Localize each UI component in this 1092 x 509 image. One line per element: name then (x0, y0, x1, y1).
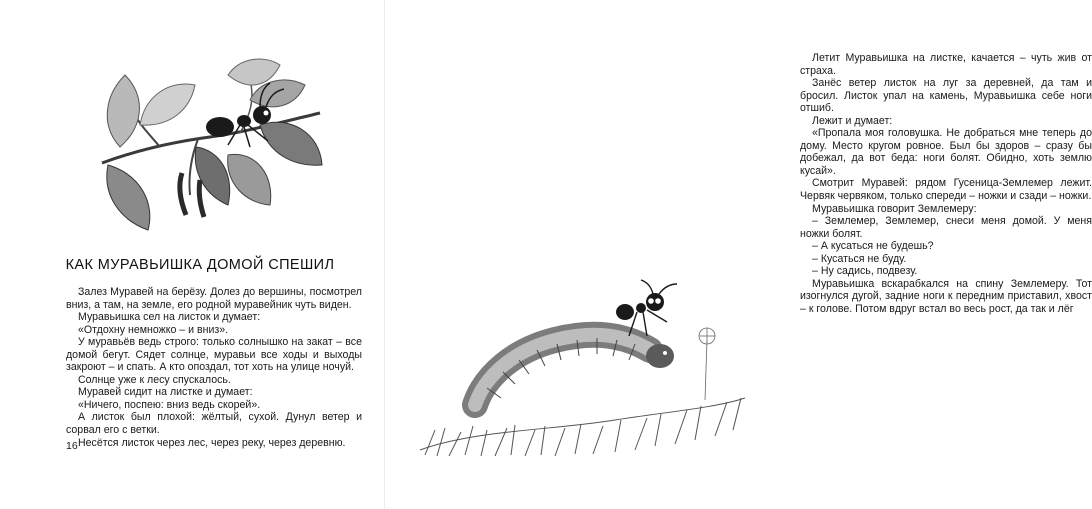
paragraph: «Пропала моя головушка. Не добраться мне теперь до дому. Место кругом ровное. Был бы здоров – сразу бы добежал, да вот беда: ноги болят. Обидно, хоть землю кусай». (800, 127, 1092, 177)
ant-on-birch-branch-illustration (100, 55, 330, 240)
left-page-text (66, 286, 362, 449)
right-page (385, 0, 1092, 509)
paragraph: – А кусаться не будешь? (812, 240, 934, 253)
paragraph: – Землемер, Землемер, снеси меня домой. У меня ножки болят. (800, 215, 1092, 240)
paragraph: Муравьишка вскарабкался на спину Землемеру. Тот изогнулся дугой, задние ноги к передним приставил, хвост – к голове. Потом вдруг встал во весь рост, да так и лёг (800, 277, 1092, 315)
paragraph: Залез Муравей на берёзу. Долез до вершины, посмотрел вниз, а там, на земле, его родной муравейник чуть виден. (66, 286, 362, 311)
right-page-text (800, 52, 1092, 315)
paragraph: У муравьёв ведь строго: только солнышко на закат – все домой бегут. Сядет солнце, муравьи все ходы и выходы закроют – и спать. А кто опоздал, тот хоть на улице ночуй. (66, 336, 362, 374)
paragraph: – Кусаться не буду. (812, 252, 907, 265)
paragraph: Несётся листок через лес, через реку, через деревню. (78, 436, 346, 449)
paragraph: «Отдохну немножко – и вниз». (78, 323, 229, 336)
paragraph: Смотрит Муравей: рядом Гусеница-Землемер лежит. Червяк червяком, только спереди – ножки и сзади – ножки. (800, 177, 1092, 203)
paragraph: Лежит и думает: (812, 114, 893, 127)
ant-riding-caterpillar-illustration (415, 280, 755, 460)
paragraph: Солнце уже к лесу спускалось. (78, 373, 231, 386)
chapter-title: КАК МУРАВЬИШКА ДОМОЙ СПЕШИЛ (65, 257, 335, 273)
paragraph: Занёс ветер листок на луг за деревней, да там и бросил. Листок упал на камень, Муравьишка себе ноги отшиб. (800, 77, 1092, 115)
paragraph: «Ничего, поспею: вниз ведь скорей». (78, 398, 261, 411)
paragraph: – Ну садись, подвезу. (812, 265, 918, 278)
paragraph: Муравей сидит на листке и думает: (78, 386, 253, 399)
paragraph: Муравьишка говорит Землемеру: (812, 202, 977, 215)
page-number: 16 (66, 440, 78, 452)
left-page (0, 0, 385, 509)
paragraph: А листок был плохой: жёлтый, сухой. Дунул ветер и сорвал его с ветки. (66, 411, 362, 437)
paragraph: Муравьишка сел на листок и думает: (78, 311, 261, 324)
paragraph: Летит Муравьишка на листке, качается – чуть жив от страха. (800, 52, 1092, 77)
